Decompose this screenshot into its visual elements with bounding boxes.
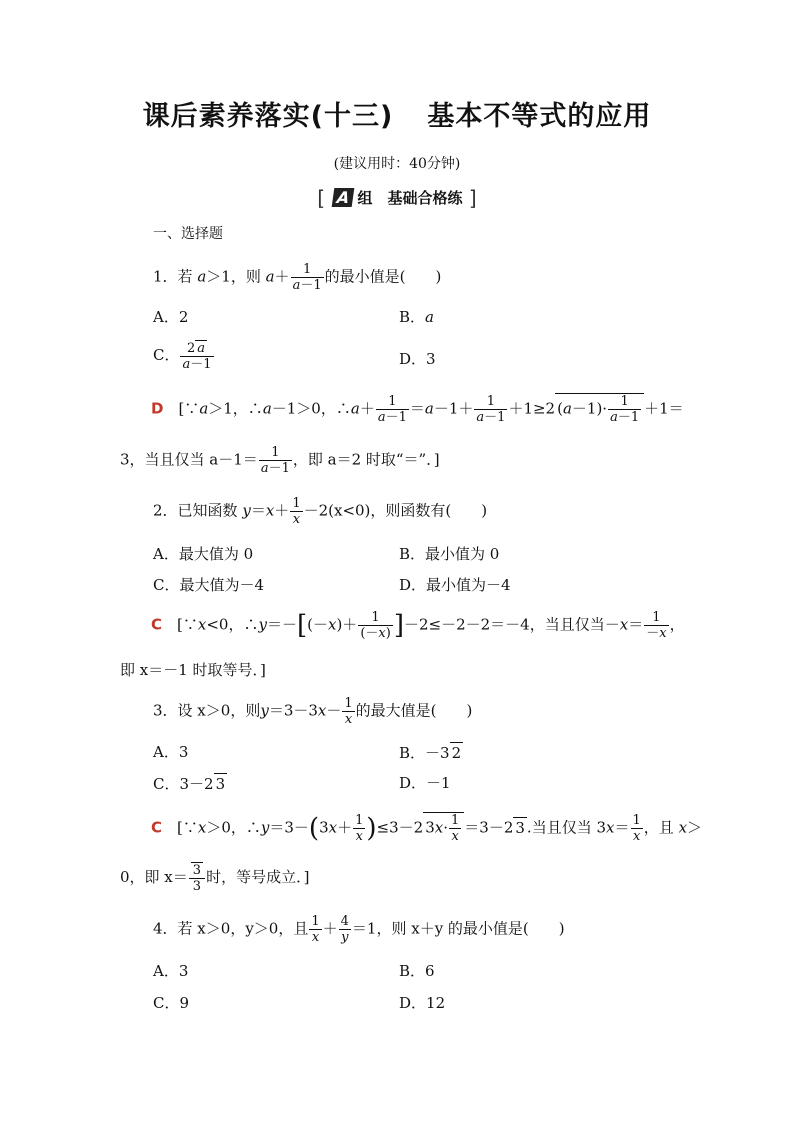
q1-option-b: B．a xyxy=(399,308,434,326)
question-4-stem: 4．若 x＞0，y＞0，且 $\frac{1}{x}$ ＋ $\frac{4}{y}$ ＝1，则 x＋y 的最小值是( ) xyxy=(153,914,565,945)
q2-option-d: D．最小值为－4 xyxy=(399,576,511,594)
q2-solution-line2: 即 x＝－1 时取等号．] xyxy=(120,661,266,679)
title-topic: 基本不等式的应用 xyxy=(427,101,652,132)
page-title xyxy=(0,94,794,133)
time-note: (建议用时：40分钟) xyxy=(333,156,461,172)
q1-option-a: A．2 xyxy=(153,308,189,326)
q2-option-a: A．最大值为 0 xyxy=(153,545,254,563)
q2-solution: C [∵x<0，∴y＝－[(－x)＋ $\frac{1}{(-x)}$ ]－2≤－2－2＝－4，当且仅当－x＝ $\frac{1}{-x}$ ， xyxy=(151,610,685,641)
q4-option-b: B．6 xyxy=(399,962,435,980)
q3-option-b: B．－3 2 xyxy=(399,744,462,762)
q3-option-a: A．3 xyxy=(153,743,189,761)
q2-option-b: B．最小值为 0 xyxy=(399,545,500,563)
section-heading: 一、选择题 xyxy=(153,226,223,242)
q1-option-d: D．3 xyxy=(399,350,436,368)
q3-solution-line2: 0，即 x＝ $\frac{3}{3}$ 时，等号成立．] xyxy=(120,863,310,894)
question-1-stem: 1．若 a＞1，则 a＋ $\frac{1}{a-1}$ 的最小值是( ) xyxy=(153,262,442,293)
question-3-stem: 3．设 x＞0，则y＝3－3x－ $\frac{1}{x}$ 的最大值是( ) xyxy=(153,696,473,727)
q4-option-c: C．9 xyxy=(153,994,190,1012)
q1-solution: D [∵a＞1，∴a－1＞0，∴a＋ $\frac{1}{a-1}$ ＝a－1＋ $\frac{1}{a-1}$ ＋1≥2 (a－1)· $\frac{1}{a-1}$ ＋1＝ xyxy=(151,394,684,425)
q1-answer: D xyxy=(151,399,164,418)
q1-option-c: C． $\frac{2 a}{a-1}$ xyxy=(153,341,212,372)
q2-answer: C xyxy=(151,615,163,634)
q3-option-d: D．－1 xyxy=(399,774,451,792)
q3-answer: C xyxy=(151,818,163,837)
group-heading: [ A 组 基础合格练 ] xyxy=(317,186,477,210)
q4-option-d: D．12 xyxy=(399,994,446,1012)
group-letter-badge: A xyxy=(332,188,355,207)
q3-option-c: C．3－2 3 xyxy=(153,775,226,793)
q2-option-c: C．最大值为－4 xyxy=(153,576,265,594)
q3-solution: C [∵x＞0，∴y＝3－(3x＋ $\frac{1}{x}$ )≤3－2 3x· $\frac{1}{x}$ ＝3－2 3 .当且仅当 3x＝ $\frac{1}{x}$ ，且 x＞ xyxy=(151,813,703,844)
group-label: 组 基础合格练 xyxy=(357,189,463,207)
question-2-stem: 2．已知函数 y＝x＋ $\frac{1}{x}$ －2(x<0)，则函数有( ) xyxy=(153,496,488,527)
q4-option-a: A．3 xyxy=(153,962,189,980)
q1-solution-line2: 3，当且仅当 a－1＝ $\frac{1}{a-1}$ ，即 a＝2 时取“＝”．] xyxy=(120,445,440,476)
title-main: 课后素养落实(十三) xyxy=(142,101,394,132)
